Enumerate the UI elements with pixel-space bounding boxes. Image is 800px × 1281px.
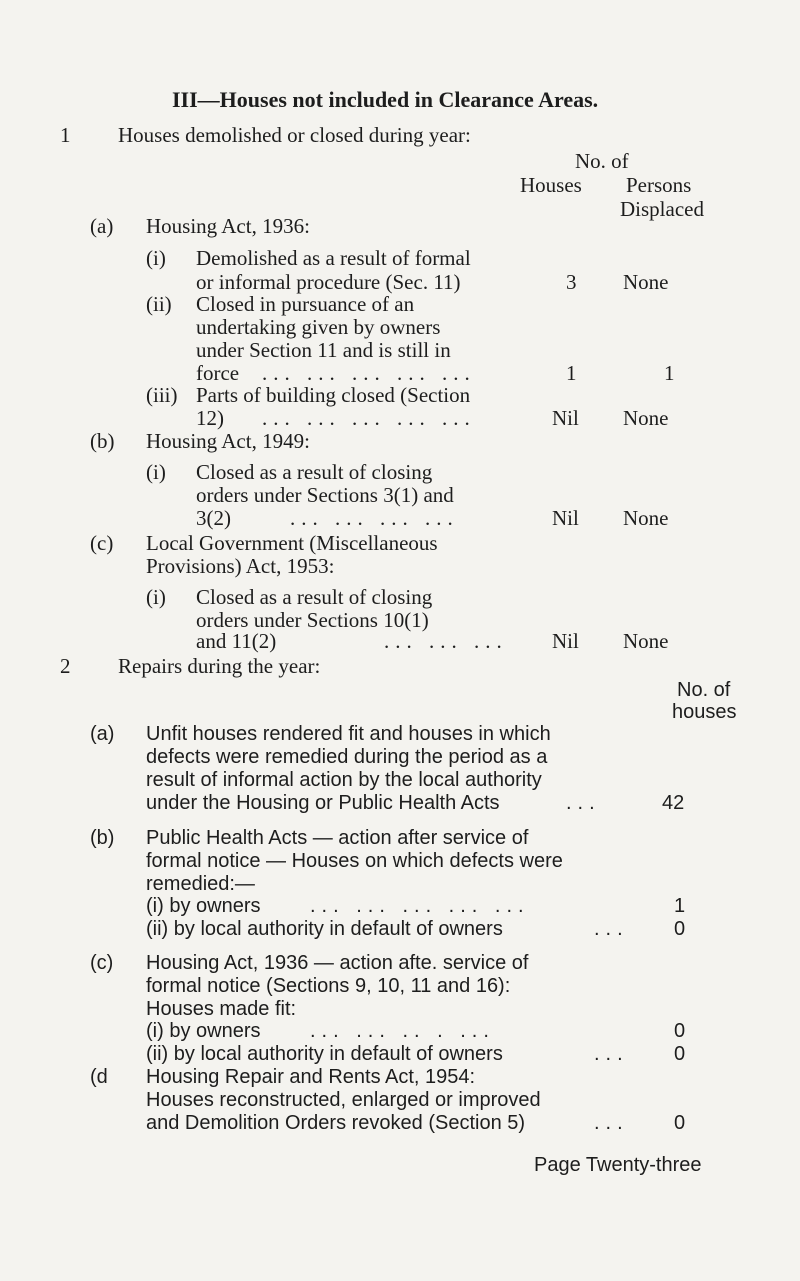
item-2c-i-leader-dots: ... ... .. . ... <box>310 1020 495 1042</box>
page-title: III—Houses not included in Clearance Areas. <box>172 87 599 112</box>
item-a-iii-houses: Nil <box>552 406 579 430</box>
item-2a-line3: result of informal action by the local authority <box>146 769 542 791</box>
item-b-i-line1: Closed as a result of closing <box>196 460 433 484</box>
section2-number: 2 <box>60 654 71 678</box>
item-2d-line3: and Demolition Orders revoked (Section 5) <box>146 1112 526 1134</box>
item-a-i-line2: or informal procedure (Sec. 11) <box>196 270 461 294</box>
item-c-i-marker: (i) <box>146 585 166 609</box>
item-2c-marker: (c) <box>90 952 114 974</box>
item-b-marker: (b) <box>90 429 115 453</box>
item-a-i-persons: None <box>623 270 669 294</box>
item-a-ii-leader-dots: ... ... ... ... ... <box>262 361 476 385</box>
item-2b-line1: Public Health Acts — action after service of <box>146 827 529 849</box>
section2-heading: Repairs during the year: <box>118 654 321 678</box>
item-2c-ii-value: 0 <box>674 1043 686 1065</box>
item-c-i-line2: orders under Sections 10(1) <box>196 608 429 632</box>
item-2b-line3: remedied:— <box>146 873 255 895</box>
item-a-ii-persons: 1 <box>664 361 675 385</box>
item-c-marker: (c) <box>90 531 114 555</box>
section1-number: 1 <box>60 123 71 147</box>
item-2a-line1: Unfit houses rendered fit and houses in which <box>146 723 551 745</box>
item-c-i-houses: Nil <box>552 629 579 653</box>
item-2a-leader-dots: ... <box>566 792 601 814</box>
col-head-no-of-2: No. of <box>677 679 731 701</box>
item-b-i-houses: Nil <box>552 506 579 530</box>
item-c-line1: Local Government (Miscellaneous <box>146 531 438 555</box>
item-2c-line1: Housing Act, 1936 — action afte. service of <box>146 952 529 974</box>
item-2d-marker: (d <box>90 1066 108 1088</box>
item-a-ii-line3: under Section 11 and is still in <box>196 338 451 362</box>
col-head-displaced: Displaced <box>620 197 704 221</box>
item-b-i-persons: None <box>623 506 669 530</box>
item-a-ii-line1: Closed in pursuance of an <box>196 292 415 316</box>
item-2b-i-value: 1 <box>674 895 686 917</box>
col-head-houses-2: houses <box>672 701 737 723</box>
item-2d-line1: Housing Repair and Rents Act, 1954: <box>146 1066 476 1088</box>
item-b-i-marker: (i) <box>146 460 166 484</box>
item-2b-ii-text: (ii) by local authority in default of owners <box>146 918 503 940</box>
item-c-i-persons: None <box>623 629 669 653</box>
item-a-marker: (a) <box>90 214 114 238</box>
item-2c-i-value: 0 <box>674 1020 686 1042</box>
item-2a-line4: under the Housing or Public Health Acts <box>146 792 500 814</box>
item-c-i-line3: and 11(2) <box>196 629 277 653</box>
item-2a-line2: defects were remedied during the period as a <box>146 746 548 768</box>
item-b-i-line3: 3(2) <box>196 506 231 530</box>
item-c-line2: Provisions) Act, 1953: <box>146 554 335 578</box>
item-a-i-houses: 3 <box>566 270 577 294</box>
section1-heading: Houses demolished or closed during year: <box>118 123 471 147</box>
item-a-i-marker: (i) <box>146 246 166 270</box>
item-a-ii-line2: undertaking given by owners <box>196 315 441 339</box>
item-2b-i-text: (i) by owners <box>146 895 261 917</box>
item-2a-value: 42 <box>662 792 685 814</box>
item-a-label: Housing Act, 1936: <box>146 214 310 238</box>
page-footer: Page Twenty-three <box>534 1154 702 1176</box>
item-c-i-line1: Closed as a result of closing <box>196 585 433 609</box>
item-2b-ii-leader-dots: ... <box>594 918 629 940</box>
item-2c-ii-text: (ii) by local authority in default of owners <box>146 1043 503 1065</box>
item-2c-i-text: (i) by owners <box>146 1020 261 1042</box>
item-a-i-line1: Demolished as a result of formal <box>196 246 471 270</box>
item-c-i-leader-dots: ... ... ... <box>384 629 508 653</box>
item-a-ii-line4: force <box>196 361 240 385</box>
item-2b-ii-value: 0 <box>674 918 686 940</box>
item-a-ii-marker: (ii) <box>146 292 172 316</box>
item-a-ii-houses: 1 <box>566 361 577 385</box>
item-2c-line3: Houses made fit: <box>146 998 297 1020</box>
item-b-label: Housing Act, 1949: <box>146 429 310 453</box>
item-2b-i-leader-dots: ... ... ... ... ... <box>310 895 530 917</box>
item-a-iii-persons: None <box>623 406 669 430</box>
item-b-i-line2: orders under Sections 3(1) and <box>196 483 454 507</box>
item-2d-value: 0 <box>674 1112 686 1134</box>
item-2b-line2: formal notice — Houses on which defects were <box>146 850 563 872</box>
item-a-iii-line2: 12) <box>196 406 224 430</box>
item-2c-ii-leader-dots: ... <box>594 1043 629 1065</box>
item-a-iii-marker: (iii) <box>146 383 178 407</box>
item-a-iii-leader-dots: ... ... ... ... ... <box>262 406 476 430</box>
col-head-persons: Persons <box>626 173 692 197</box>
item-2c-line2: formal notice (Sections 9, 10, 11 and 16): <box>146 975 511 997</box>
item-b-i-leader-dots: ... ... ... ... <box>290 506 459 530</box>
item-a-iii-line1: Parts of building closed (Section <box>196 383 471 407</box>
item-2d-leader-dots: ... <box>594 1112 629 1134</box>
item-2a-marker: (a) <box>90 723 115 745</box>
col-head-no-of: No. of <box>575 149 629 173</box>
item-2b-marker: (b) <box>90 827 115 849</box>
item-2d-line2: Houses reconstructed, enlarged or improved <box>146 1089 541 1111</box>
col-head-houses: Houses <box>520 173 582 197</box>
